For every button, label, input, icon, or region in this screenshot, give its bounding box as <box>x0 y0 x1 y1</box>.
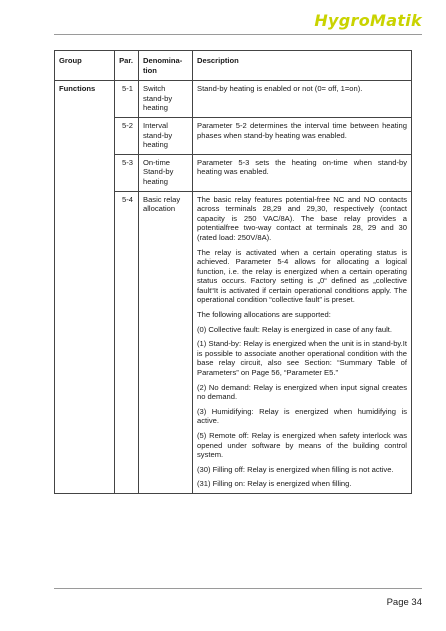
description-cell <box>193 154 412 191</box>
par-cell: 5-2 <box>115 117 139 154</box>
description-paragraph: (0) Collective fault: Relay is energized in case of any fault. <box>197 324 393 334</box>
footer-rule <box>54 588 422 589</box>
denomination-cell: On-time Stand-by heating <box>139 154 193 191</box>
header-group: Group <box>55 51 115 81</box>
description-cell <box>193 117 412 154</box>
description-paragraph: (31) Filling on: Relay is energized when filling. <box>197 479 352 489</box>
table-row <box>55 81 412 118</box>
description-paragraph: (1) Stand-by: Relay is energized when the unit is in stand-by.It is possible to associate another operational condition with the base relay circuit, also see Section: “Summary Table of Parameters” on Page 56, “Parameter E5.” <box>197 339 407 378</box>
parameter-table <box>54 50 412 494</box>
denomination-cell: Interval stand-by heating <box>139 117 193 154</box>
description-paragraph: (5) Remote off: Relay is energized when safety interlock was opened under software by means of the building control system. <box>197 431 407 460</box>
description-paragraph: (30) Filling off: Relay is energized when filling is not active. <box>197 464 394 474</box>
description-cell <box>193 191 412 493</box>
header-description: Description <box>193 51 412 81</box>
header-par: Par. <box>115 51 139 81</box>
description-paragraph: (2) No demand: Relay is energized when input signal creates no demand. <box>197 382 407 402</box>
par-cell: 5-4 <box>115 191 139 493</box>
description-paragraph: (3) Humidifying: Relay is energized when humidifying is active. <box>197 406 407 426</box>
header-rule <box>54 34 422 35</box>
description-paragraph: Parameter 5-3 sets the heating on-time when stand-by heating was enabled. <box>197 157 407 177</box>
description-paragraph: The following allocations are supported: <box>197 310 331 320</box>
denomination-cell: Basic relay allocation <box>139 191 193 493</box>
par-cell: 5-1 <box>115 81 139 118</box>
header-denomination: Denomina- tion <box>139 51 193 81</box>
description-paragraph: Stand-by heating is enabled or not (0= off, 1=on). <box>197 84 363 94</box>
denomination-cell: Switch stand-by heating <box>139 81 193 118</box>
description-cell <box>193 81 412 118</box>
par-cell: 5-3 <box>115 154 139 191</box>
description-paragraph: Parameter 5-2 determines the interval time between heating phases when stand-by heating was enabled. <box>197 120 407 140</box>
description-paragraph: The relay is activated when a certain operating status is achieved. Parameter 5-4 allows for allocating a logical function, i.e. the relay is energized when a certain operating status occurs. Factory setting is „0“ defined as „collective fault“It is activated if certain operational conditions apply. The operational condition “collective fault” is preset. <box>197 247 407 305</box>
group-cell: Functions <box>55 81 115 494</box>
hygromatik-logo: HygroMatik <box>314 11 422 30</box>
page-number: Page 34 <box>386 597 422 608</box>
description-paragraph: The basic relay features potential-free NC and NO contacts across terminals 28,29 and 29,30, respectively (contact capacity is 250 VAC/8A). The base relay provides a potentialfree two-way contact at terminals 28, 29 and 30 (rated load: 250V/8A). <box>197 194 407 242</box>
table-header-row <box>55 51 412 81</box>
